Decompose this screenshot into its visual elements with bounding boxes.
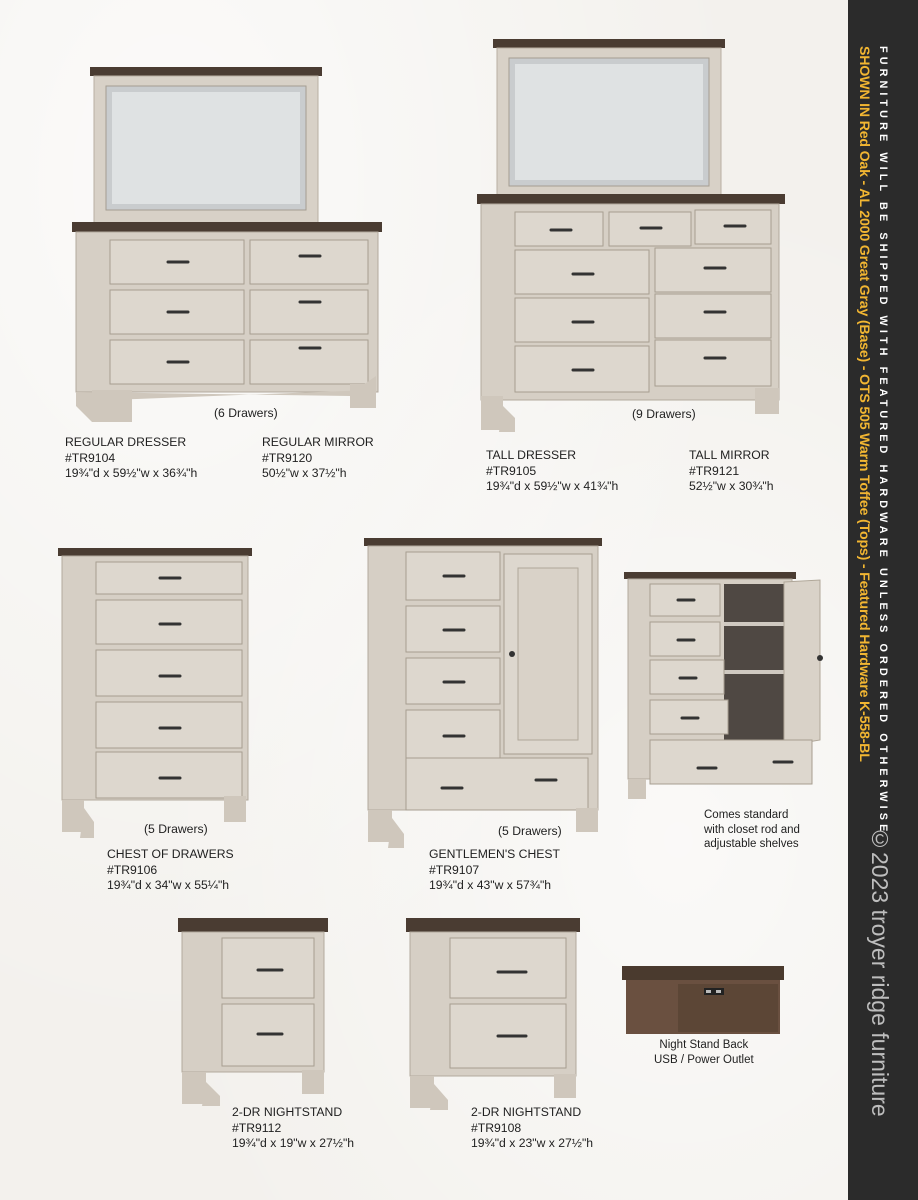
closet-note-line-2: with closet rod and — [704, 823, 800, 836]
nightstand-small-dims: 19¾"d x 19"w x 27½"h — [232, 1136, 355, 1150]
gentlemens-chest-label — [429, 847, 560, 894]
chest-of-drawers-label — [107, 847, 234, 894]
closet-note-line-3: adjustable shelves — [704, 838, 799, 850]
tall-mirror-name: TALL MIRROR — [689, 448, 770, 462]
tall-mirror-label — [689, 448, 774, 495]
tall-dresser-label — [486, 448, 618, 495]
nightstand-large-sku: #TR9108 — [471, 1120, 522, 1135]
tall-mirror-sku: #TR9121 — [689, 463, 740, 478]
regular-mirror-sku: #TR9120 — [262, 450, 313, 465]
tall-dresser-drawer-count: (9 Drawers) — [632, 407, 696, 421]
regular-dresser-label — [65, 435, 197, 482]
chest-of-drawers-drawer-count: (5 Drawers) — [144, 822, 208, 836]
shipping-note-text: FURNITURE WILL BE SHIPPED WITH FEATURED HARDWARE UNLESS ORDERED OTHERWISE — [877, 46, 889, 836]
gentlemens-chest-dims: 19¾"d x 43"w x 57¾"h — [429, 878, 552, 892]
nightstand-small-sku: #TR9112 — [232, 1120, 282, 1135]
nightstand-large-image — [406, 916, 582, 1112]
nightstand-back-line-2: USB / Power Outlet — [654, 1053, 754, 1066]
gentlemens-chest-open-image — [624, 570, 824, 802]
nightstand-large-label — [471, 1105, 593, 1152]
chest-of-drawers-sku: #TR9106 — [107, 862, 158, 877]
gentlemens-chest-sku: #TR9107 — [429, 862, 480, 877]
nightstand-back-note — [654, 1038, 754, 1067]
tall-mirror-dims: 52½"w x 30¾"h — [689, 479, 774, 493]
nightstand-small-image — [178, 916, 330, 1108]
regular-dresser-sku: #TR9104 — [65, 450, 116, 465]
regular-dresser-image — [70, 66, 385, 426]
nightstand-small-name: 2-DR NIGHTSTAND — [232, 1105, 343, 1119]
gentlemens-chest-drawer-count: (5 Drawers) — [498, 824, 562, 838]
closet-note — [704, 808, 800, 852]
tall-dresser-sku: #TR9105 — [486, 463, 537, 478]
regular-mirror-name: REGULAR MIRROR — [262, 435, 374, 449]
tall-dresser-name: TALL DRESSER — [486, 448, 577, 462]
nightstand-small-label — [232, 1105, 354, 1152]
gentlemens-chest-image — [364, 536, 604, 850]
chest-of-drawers-name: CHEST OF DRAWERS — [107, 847, 234, 861]
gentlemens-chest-name: GENTLEMEN'S CHEST — [429, 847, 560, 861]
tall-dresser-dims: 19¾"d x 59½"w x 41¾"h — [486, 479, 619, 493]
regular-dresser-name: REGULAR DRESSER — [65, 435, 187, 449]
tall-dresser-image — [475, 38, 787, 434]
copyright-text: ©2023 troyer ridge furniture — [867, 826, 893, 1117]
nightstand-back-image — [620, 964, 786, 1034]
nightstand-back-line-1: Night Stand Back — [659, 1039, 749, 1051]
chest-of-drawers-dims: 19¾"d x 34"w x 55¼"h — [107, 878, 230, 892]
nightstand-large-name: 2-DR NIGHTSTAND — [471, 1105, 582, 1119]
nightstand-large-dims: 19¾"d x 23"w x 27½"h — [471, 1136, 594, 1150]
closet-note-line-1: Comes standard — [704, 809, 789, 821]
regular-mirror-label — [262, 435, 374, 482]
finish-info-text: SHOWN IN Red Oak - AL 2000 Great Gray (Base) - OTS 505 Warm Toffee (Tops) - Featured Hardware K-558-BL — [856, 46, 872, 762]
regular-dresser-drawer-count: (6 Drawers) — [214, 406, 278, 420]
chest-of-drawers-image — [58, 546, 254, 842]
regular-dresser-dims: 19¾"d x 59½"w x 36¾"h — [65, 466, 198, 480]
regular-mirror-dims: 50½"w x 37½"h — [262, 466, 347, 480]
